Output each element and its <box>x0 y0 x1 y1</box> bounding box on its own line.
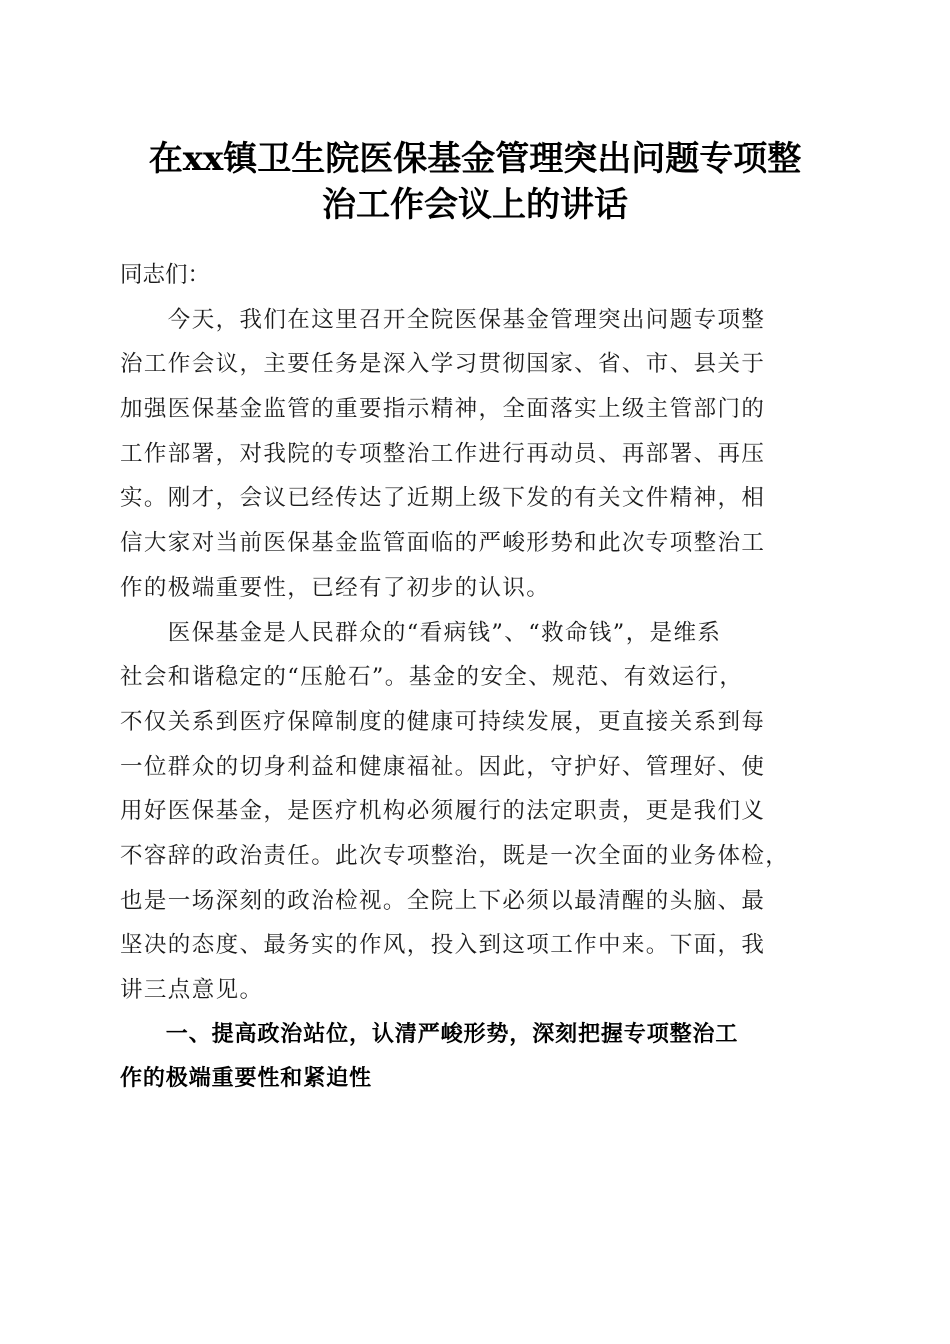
paragraph-line: 讲三点意见。 <box>120 977 264 1003</box>
paragraph-line: 作的极端重要性，已经有了初步的认识。 <box>120 574 551 601</box>
title-line: 治工作会议上的讲话 <box>322 185 628 225</box>
paragraph-line: 也是一场深刻的政治检视。全院上下必须以最清醒的头脑、最 <box>120 887 766 914</box>
title-line: 在xx镇卫生院医保基金管理突出问题专项整 <box>148 139 802 179</box>
heading-line: 一、提高政治站位，认清严峻形势，深刻把握专项整治工 <box>120 1021 739 1047</box>
heading-line: 作的极端重要性和紧迫性 <box>120 1066 372 1092</box>
paragraph-line: 医保基金是人民群众的“看病钱”、“救命钱”，是维系 <box>120 619 722 646</box>
paragraph-line: 一位群众的切身利益和健康福祉。因此，守护好、管理好、使 <box>120 753 766 780</box>
paragraph-line: 不仅关系到医疗保障制度的健康可持续发展，更直接关系到每 <box>120 708 766 735</box>
paragraph-opening <box>120 298 832 611</box>
document-title <box>100 136 850 228</box>
paragraph-line: 用好医保基金，是医疗机构必须履行的法定职责，更是我们义 <box>120 798 766 825</box>
paragraph-line: 信大家对当前医保基金监管面临的严峻形势和此次专项整治工 <box>120 530 766 557</box>
paragraph-line: 加强医保基金监管的重要指示精神，全面落实上级主管部门的 <box>120 396 766 423</box>
salutation-text: 同志们： <box>120 262 211 288</box>
paragraph-line: 社会和谐稳定的“压舱石”。基金的安全、规范、有效运行， <box>120 664 744 691</box>
paragraph-fund-importance <box>120 611 832 1013</box>
paragraph-line: 治工作会议，主要任务是深入学习贯彻国家、省、市、县关于 <box>120 351 766 378</box>
document-body <box>120 253 832 1102</box>
paragraph-line: 坚决的态度、最务实的作风，投入到这项工作中来。下面，我 <box>120 932 766 959</box>
paragraph-line: 不容辞的政治责任。此次专项整治，既是一次全面的业务体检， <box>120 842 790 869</box>
paragraph-line: 实。刚才，会议已经传达了近期上级下发的有关文件精神，相 <box>120 485 766 512</box>
paragraph-line: 今天，我们在这里召开全院医保基金管理突出问题专项整 <box>120 306 766 333</box>
paragraph-line: 工作部署，对我院的专项整治工作进行再动员、再部署、再压 <box>120 440 766 467</box>
salutation <box>120 253 832 298</box>
section-heading-1 <box>120 1013 832 1102</box>
